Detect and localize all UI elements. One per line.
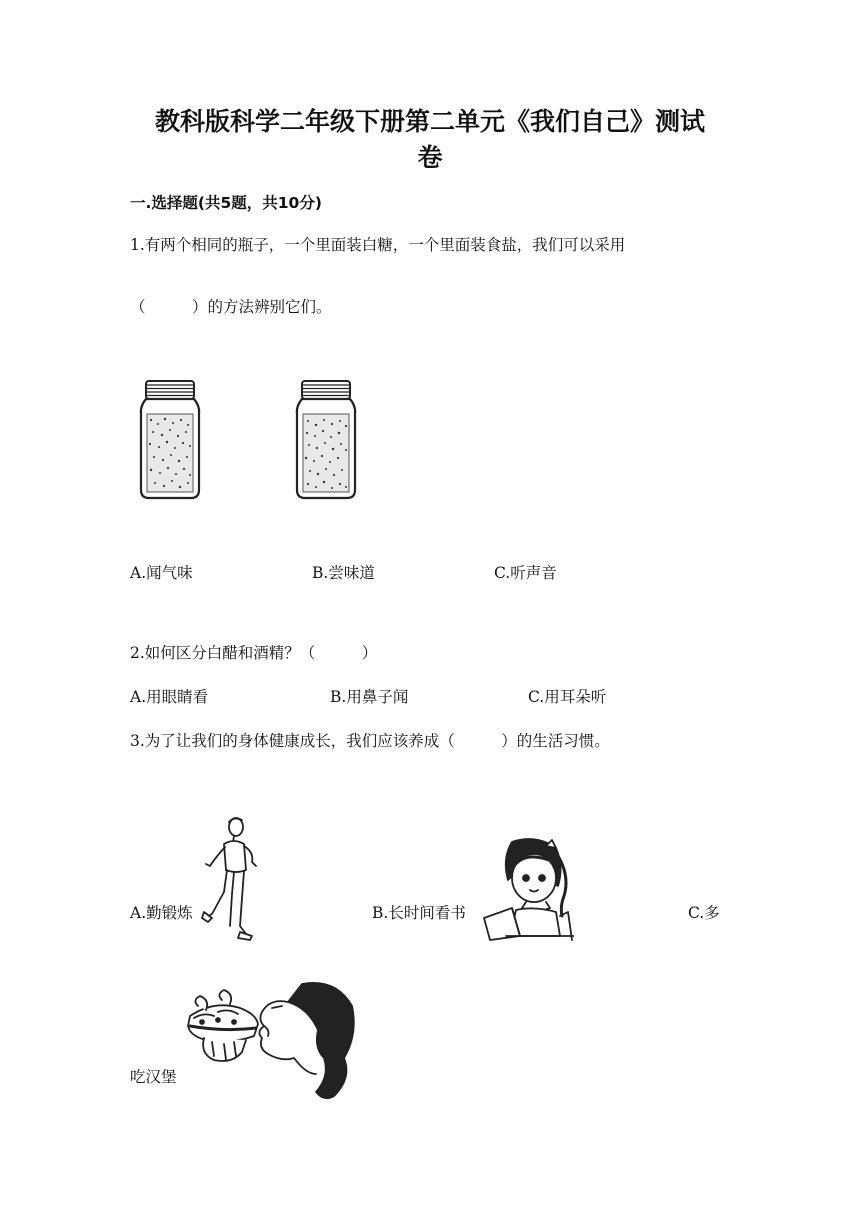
person-eating-hamburger-image: [184, 978, 358, 1102]
question-1-text-continued: （ ）的方法辨别它们。: [130, 298, 332, 316]
question-3-text: 3.为了让我们的身体健康成长，我们应该养成（ ）的生活习惯。: [130, 732, 610, 750]
jar-image-sugar: [138, 380, 202, 500]
q2-option-a: A.用眼睛看: [130, 688, 209, 706]
girl-reading-image: [476, 836, 574, 942]
q3-option-a: A.勤锻炼: [130, 904, 193, 922]
running-person-image: [200, 814, 262, 942]
question-2-text: 2.如何区分白醋和酒精？（ ）: [130, 644, 378, 662]
q3-option-b: B.长时间看书: [372, 904, 466, 922]
q2-option-b: B.用鼻子闻: [330, 688, 409, 706]
question-1-text: 1.有两个相同的瓶子，一个里面装白糖，一个里面装食盐，我们可以采用: [130, 236, 626, 254]
page-title-continued: 卷: [417, 143, 443, 172]
q1-option-a: A.闻气味: [130, 564, 193, 582]
q3-option-c-continued: 吃汉堡: [130, 1068, 177, 1086]
q1-option-b: B.尝味道: [312, 564, 375, 582]
q2-option-c: C.用耳朵听: [528, 688, 607, 706]
page-title: 教科版科学二年级下册第二单元《我们自己》测试: [154, 107, 705, 136]
q1-option-c: C.听声音: [494, 564, 557, 582]
section-heading: 一.选择题(共5题，共10分): [130, 194, 322, 212]
jar-image-salt: [294, 380, 358, 500]
q3-option-c: C.多: [688, 904, 720, 922]
